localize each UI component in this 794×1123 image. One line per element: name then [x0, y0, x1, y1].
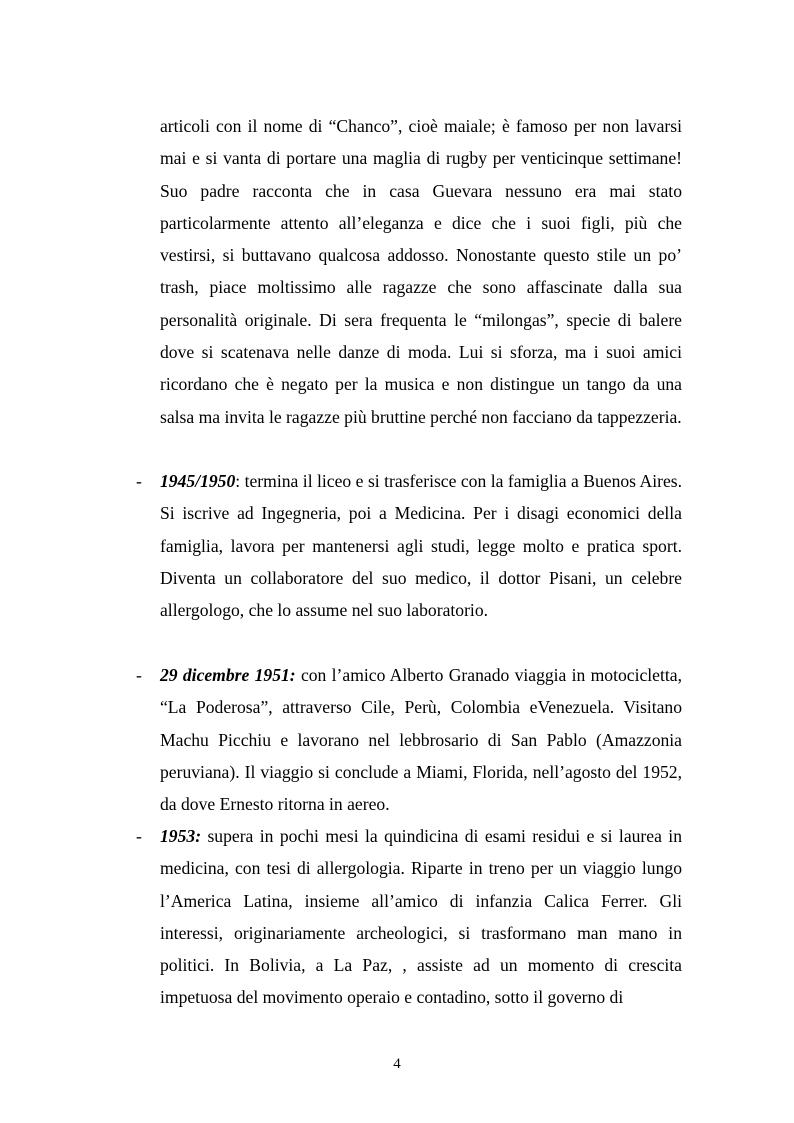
list-item-date: 1953:: [160, 826, 202, 846]
list-bullet: -: [136, 665, 142, 685]
list-item-date: 29 dicembre 1951:: [160, 665, 296, 685]
list-item-text: supera in pochi mesi la quindicina di esami residui e si laurea in medicina, con tesi di allergologia. Riparte in treno per un viaggio lungo l’America Latina, insieme all’amico di infanzia Calica Ferrer. Gli interessi, originariamente archeologici, si trasformano man mano in politici. In Bolivia, a La Paz, , assiste ad un momento di crescita impetuosa del movimento operaio e contadino, sotto il governo di: [160, 826, 682, 1008]
list-bullet: -: [136, 826, 142, 846]
list-bullet: -: [136, 471, 142, 491]
list-item-1953: [160, 820, 682, 1014]
page-number: 4: [393, 1056, 401, 1072]
list-item-text: : termina il liceo e si trasferisce con la famiglia a Buenos Aires. Si iscrive ad Ingegneria, poi a Medicina. Per i disagi economici della famiglia, lavora per mantenersi agli studi, legge molto e pratica sport. Diventa un collaboratore del suo medico, il dottor Pisani, un celebre allergologo, che lo assume nel suo laboratorio.: [160, 471, 682, 621]
list-item-date: 1945/1950: [160, 471, 236, 491]
list-item-1945-1950: [160, 465, 682, 626]
continuation-paragraph: articoli con il nome di “Chanco”, cioè maiale; è famoso per non lavarsi mai e si vanta di portare una maglia di rugby per venticinque settimane! Suo padre racconta che in casa Guevara nessuno era mai stato particolarmente attento all’eleganza e dice che i suoi figli, più che vestirsi, si buttavano qualcosa addosso. Nonostante questo stile un po’ trash, piace moltissimo alle ragazze che sono affascinate dalla sua personalità originale. Di sera frequenta le “milongas”, specie di balere dove si scatenava nelle danze di moda. Lui si sforza, ma i suoi amici ricordano che è negato per la musica e non distingue un tango da una salsa ma invita le ragazze più bruttine perché non facciano da tappezzeria.: [160, 116, 682, 427]
list-item-text: con l’amico Alberto Granado viaggia in motocicletta, “La Poderosa”, attraverso Cile, Perù, Colombia eVenezuela. Visitano Machu Picchiu e lavorano nel lebbrosario di San Pablo (Amazzonia peruviana). Il viaggio si conclude a Miami, Florida, nell’agosto del 1952, da dove Ernesto ritorna in aereo.: [160, 665, 682, 815]
list-item-1951: [160, 659, 682, 820]
